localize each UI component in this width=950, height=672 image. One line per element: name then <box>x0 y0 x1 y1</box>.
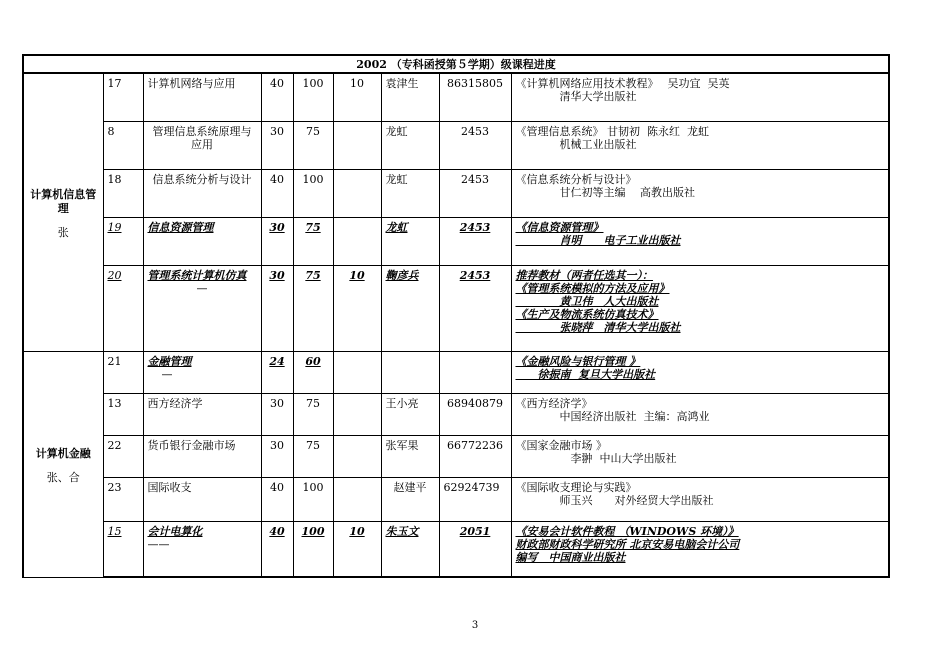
textbook-line: 甘仁初等主编 高教出版社 <box>515 185 695 199</box>
course-no: 19 <box>103 217 143 265</box>
textbook-line: 师玉兴 对外经贸大学出版社 <box>515 493 714 507</box>
textbook <box>511 265 889 351</box>
course-extra <box>333 217 381 265</box>
category-cell <box>23 351 103 577</box>
course-note: — <box>161 367 173 381</box>
course-teacher: 王小亮 <box>381 393 439 435</box>
textbook-line: 财政部财政科学研究所 北京安易电脑会计公司 <box>515 537 740 551</box>
textbook-line: 编写 中国商业出版社 <box>515 550 626 564</box>
course-extra <box>333 477 381 521</box>
textbook-line: 李翀 中山大学出版社 <box>515 451 677 465</box>
course-extra <box>333 121 381 169</box>
course-no: 22 <box>103 435 143 477</box>
category-teacher: 张、合 <box>46 471 80 484</box>
textbook-line: 清华大学出版社 <box>515 90 637 103</box>
textbook-line: 《管理系统模拟的方法及应用》 <box>515 281 670 295</box>
course-name: 会计电算化 <box>147 524 203 538</box>
course-progress-table <box>22 54 890 578</box>
teacher-phone <box>439 351 511 393</box>
course-name: 信息系统分析与设计 <box>143 169 261 217</box>
course-hours: 30 <box>261 435 293 477</box>
course-total: 75 <box>293 435 333 477</box>
course-hours: 30 <box>261 393 293 435</box>
textbook-line: 《西方经济学》 <box>515 396 593 410</box>
course-teacher: 龙虹 <box>381 169 439 217</box>
course-total: 100 <box>293 521 333 577</box>
category-cell <box>23 73 103 351</box>
course-extra <box>333 393 381 435</box>
textbook-line: 《国家金融市场 》 <box>515 438 607 452</box>
category-name: 计算机金融 <box>35 447 91 460</box>
course-name: 管理信息系统原理与应用 <box>143 121 261 169</box>
table-row <box>23 73 889 121</box>
textbook-line: 徐振南 复旦大学出版社 <box>515 367 656 381</box>
textbook <box>511 393 889 435</box>
textbook <box>511 121 889 169</box>
textbook <box>511 217 889 265</box>
course-no: 21 <box>103 351 143 393</box>
textbook-line: 《计算机网络应用技术教程》 吴功宜 吴英 <box>515 77 730 90</box>
course-name-cell <box>143 265 261 351</box>
course-total: 75 <box>293 121 333 169</box>
table-row <box>23 393 889 435</box>
textbook <box>511 169 889 217</box>
textbook-line: 《国际收支理论与实践》 <box>515 480 637 494</box>
course-total: 100 <box>293 169 333 217</box>
course-name-cell <box>143 351 261 393</box>
course-hours: 30 <box>261 217 293 265</box>
course-extra <box>333 351 381 393</box>
page-number: 3 <box>471 620 479 631</box>
course-teacher: 龙虹 <box>381 217 439 265</box>
course-name: 管理系统计算机仿真 <box>147 268 247 282</box>
course-name: 西方经济学 <box>143 393 261 435</box>
course-no: 13 <box>103 393 143 435</box>
teacher-phone: 66772236 <box>439 435 511 477</box>
course-name: 国际收支 <box>143 477 261 521</box>
course-total: 75 <box>293 265 333 351</box>
course-no: 23 <box>103 477 143 521</box>
category-name: 计算机信息管理 <box>30 188 97 216</box>
course-total: 60 <box>293 351 333 393</box>
category-teacher: 张 <box>57 226 69 240</box>
course-note: — <box>196 281 208 295</box>
textbook <box>511 73 889 121</box>
course-hours: 30 <box>261 265 293 351</box>
course-name: 货币银行金融市场 <box>143 435 261 477</box>
table-row <box>23 477 889 521</box>
course-no: 15 <box>103 521 143 577</box>
textbook-line: 肖明 电子工业出版社 <box>515 233 681 247</box>
teacher-phone: 68940879 <box>439 393 511 435</box>
course-extra <box>333 435 381 477</box>
textbook-line: 中国经济出版社 主编：高鸿业 <box>515 409 710 423</box>
course-total: 100 <box>293 477 333 521</box>
course-no: 17 <box>103 73 143 121</box>
table-title: 2002 （专科函授第５学期）级课程进度 <box>23 55 889 73</box>
textbook-line: 黄卫伟 人大出版社 <box>515 294 659 308</box>
course-teacher: 赵建平 <box>381 477 439 521</box>
teacher-phone: 86315805 <box>439 73 511 121</box>
course-hours: 40 <box>261 169 293 217</box>
textbook-line: 《信息资源管理》 <box>515 220 604 234</box>
course-hours: 40 <box>261 521 293 577</box>
course-hours: 30 <box>261 121 293 169</box>
course-extra: 10 <box>333 73 381 121</box>
textbook-line: 《安易会计软件教程 （WINDOWS 环境）》 <box>515 524 739 538</box>
course-total: 75 <box>293 393 333 435</box>
textbook-line: 《信息系统分析与设计》 <box>515 172 637 186</box>
course-total: 75 <box>293 217 333 265</box>
textbook-line: 张晓萍 清华大学出版社 <box>515 320 681 334</box>
course-no: 8 <box>103 121 143 169</box>
table-row <box>23 435 889 477</box>
table-row <box>23 265 889 351</box>
course-name: 金融管理 <box>147 354 192 368</box>
course-teacher: 鞠彦兵 <box>381 265 439 351</box>
course-name: 信息资源管理 <box>143 217 261 265</box>
teacher-phone: 2453 <box>439 121 511 169</box>
textbook-line: 推荐教材（两者任选其一）： <box>515 268 653 282</box>
course-total: 100 <box>293 73 333 121</box>
course-extra <box>333 169 381 217</box>
textbook-line: 《金融风险与银行管理 》 <box>515 354 641 368</box>
teacher-phone: 2051 <box>439 521 511 577</box>
course-note: —— <box>147 537 170 551</box>
course-hours: 40 <box>261 73 293 121</box>
course-hours: 40 <box>261 477 293 521</box>
teacher-phone: 2453 <box>439 169 511 217</box>
course-no: 20 <box>103 265 143 351</box>
textbook-line: 《生产及物流系统仿真技术》 <box>515 307 659 321</box>
course-extra: 10 <box>333 521 381 577</box>
course-hours: 24 <box>261 351 293 393</box>
table-row <box>23 121 889 169</box>
textbook-line: 机械工业出版社 <box>515 137 637 151</box>
teacher-phone: 2453 <box>439 265 511 351</box>
table-row <box>23 521 889 577</box>
teacher-phone: 62924739 <box>439 477 511 521</box>
table-row <box>23 217 889 265</box>
textbook-line: 《管理信息系统》 甘韧初 陈永红 龙虹 <box>515 124 709 138</box>
teacher-phone: 2453 <box>439 217 511 265</box>
course-teacher: 龙虹 <box>381 121 439 169</box>
course-extra: 10 <box>333 265 381 351</box>
course-teacher: 袁津生 <box>381 73 439 121</box>
textbook <box>511 477 889 521</box>
table-row <box>23 351 889 393</box>
course-teacher: 张军果 <box>381 435 439 477</box>
textbook <box>511 351 889 393</box>
course-name: 计算机网络与应用 <box>143 73 261 121</box>
course-no: 18 <box>103 169 143 217</box>
course-name-cell <box>143 521 261 577</box>
course-teacher <box>381 351 439 393</box>
textbook <box>511 521 889 577</box>
table-row <box>23 169 889 217</box>
course-teacher: 朱玉文 <box>381 521 439 577</box>
textbook <box>511 435 889 477</box>
